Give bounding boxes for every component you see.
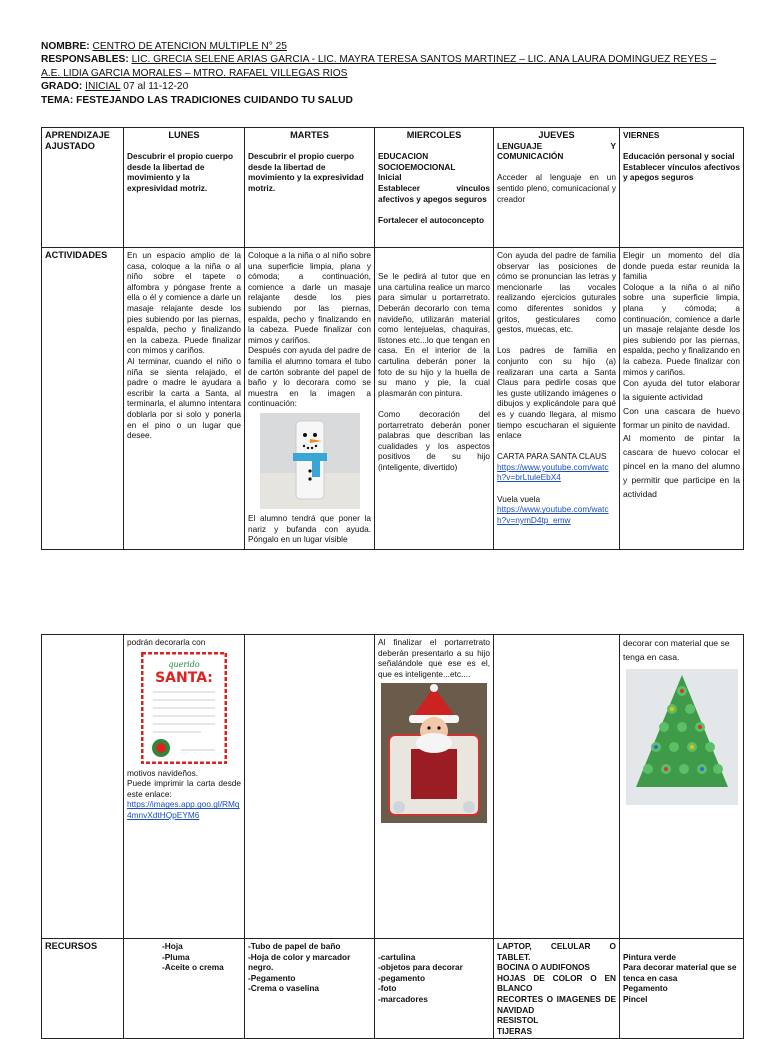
recurso-item: -marcadores bbox=[378, 993, 428, 1004]
recurso-item: -Pluma bbox=[162, 951, 190, 962]
viernes-text-2: Coloque a la niña o al niño sobre una superficie limpia, plana y cómoda; a continuación, comience a darle un masaje relajante desde los pies subiendo por las piernas, espalda, pecho y finalizando en la cabeza. Puede finalizar con mimos y cariños. bbox=[623, 281, 740, 377]
viernes-text-4: Con una cascara de huevo formar un pinito de navidad. bbox=[623, 405, 740, 430]
jueves-text-4: Vuela vuela bbox=[497, 493, 541, 504]
recurso-item: BOCINA O AUDIFONOS bbox=[497, 962, 590, 973]
miercoles-level: Inicial bbox=[378, 172, 402, 183]
miercoles-goal-a: Establecer vínculos afectivos y apegos seguros bbox=[378, 182, 490, 204]
continuation-lunes bbox=[124, 635, 245, 939]
martes-text-3: El alumno tendrá que poner la nariz y bufanda con ayuda. Póngalo en un lugar visible bbox=[248, 512, 371, 545]
jueves-text-2: Los padres de familia en conjunto con su hijo (a) realizaran una carta a Santa Claus para pedirle cosas que les guste utilizando imágenes o dibujos y explicándole para qué es y cuando llegara, al mismo tiempo escucharan el siguiente enlace bbox=[497, 345, 616, 441]
print-letter-link[interactable]: https://images.app.goo.gl/RMq4mnvXdtHQpEYM6 bbox=[127, 799, 240, 820]
martes-text-2: Después con ayuda del padre de familia el alumno tomara el tubo de cartón sobrante del papel de baño y lo decorara como se muestra en la imagen a continuación: bbox=[248, 345, 371, 409]
miercoles-text-1: Se le pedirá al tutor que en una cartulina realice un marco para simular u portarretrato. Deberán decorarlo con tema navideño, utilizarán material como lentejuelas, chaquiras, listones etc...lo que tengan en casa. En el interior de la cartulina deberán poner la foto de su hijo y la huella de su mano y pie, la cual plasmarán con pintura. bbox=[378, 271, 490, 398]
recurso-item: -pegamento bbox=[378, 972, 426, 983]
youtube-link-1[interactable]: https://www.youtube.com/watch?v=brLtuleEbX4 bbox=[497, 461, 609, 483]
recursos-label: RECURSOS bbox=[42, 939, 124, 1039]
miercoles-area: EDUCACION SOCIOEMOCIONAL bbox=[378, 151, 456, 172]
snowman-tube-image bbox=[260, 413, 360, 509]
santa-letter-image bbox=[141, 652, 227, 764]
jueves-text-1: Con ayuda del padre de familia observar las posiciones de cómo se pronuncian las letras y mencionarle las vocales realizando ejercicios guturales como diferentes sonidos y gritos, gesticulares como gestos, muecas, etc. bbox=[497, 250, 616, 335]
aprendizaje-row bbox=[42, 128, 744, 248]
continuation-miercoles bbox=[375, 635, 494, 939]
lunes-cont-3: Puede imprimir la carta desde este enlace: bbox=[127, 778, 241, 799]
martes-text-1: Coloque a la niña o al niño sobre una superficie limpia, plana y cómoda; a continuación, comience a darle un masaje relajante desde los pies subiendo por las piernas, espalda, pecho y finalizando en la cabeza. Puede finalizar con mimos y cariños. bbox=[248, 250, 371, 345]
actividades-martes bbox=[245, 248, 375, 550]
continuation-label-cell bbox=[42, 635, 124, 939]
miercoles-cell bbox=[375, 128, 494, 248]
grado-dates: 07 al 11-12-20 bbox=[123, 81, 189, 93]
recurso-item: TIJERAS bbox=[497, 1025, 533, 1036]
miercoles-goal-b: Fortalecer el autoconcepto bbox=[378, 214, 485, 225]
day-header-jueves: JUEVES bbox=[538, 130, 575, 140]
recurso-item: -Aceite o crema bbox=[162, 962, 224, 973]
aprendizaje-viernes: Establecer vínculos afectivos y apegos seguros bbox=[623, 161, 740, 183]
continuation-viernes bbox=[620, 635, 744, 939]
responsables-label: RESPONSABLES: bbox=[41, 54, 129, 66]
document-header bbox=[41, 40, 731, 107]
santa-greeting: querido bbox=[168, 659, 200, 669]
tema-value: FESTEJANDO LAS TRADICIONES CUIDANDO TU SALUD bbox=[76, 94, 353, 106]
actividades-label: ACTIVIDADES bbox=[42, 248, 124, 550]
aprendizaje-lunes: Descubrir el propio cuerpo desde la libertad de movimiento y la expresividad motriz. bbox=[127, 151, 234, 193]
continuation-row bbox=[42, 635, 744, 939]
responsables-value: LIC. GRECIA SELENE ARIAS GARCIA - LIC. MAYRA TERESA SANTOS MARTINEZ – LIC. ANA LAURA DOMINGUEZ REYES – A.E. LIDIA GARCIA MORALES – MTRO. RAFAEL VILLEGAS RIOS bbox=[41, 54, 717, 79]
grado-line bbox=[41, 80, 731, 93]
viernes-text-1: Elegir un momento del día donde pueda estar reunida la familia bbox=[623, 250, 740, 282]
jueves-area: LENGUAJE Y COMUNICACIÓN bbox=[497, 140, 616, 162]
lunes-text-2: Al terminar, cuando el niño o niña se sienta relajado, el padre o madre le ayudara a escribir la carta a Santa, al terminarla, el alumno intentara doblarla por si solo y ponerla en el pino o un lugar que desee. bbox=[127, 355, 241, 441]
recurso-item: -cartulina bbox=[378, 951, 416, 962]
day-header-lunes: LUNES bbox=[168, 130, 200, 140]
nombre-value: CENTRO DE ATENCION MULTIPLE N° 25 bbox=[92, 41, 287, 52]
recurso-item: -Hoja bbox=[162, 941, 183, 951]
recurso-item: -Tubo de papel de baño bbox=[248, 941, 341, 951]
recurso-item: RECORTES O IMAGENES DE NAVIDAD bbox=[497, 993, 616, 1015]
actividades-row bbox=[42, 248, 744, 550]
aprendizaje-martes: Descubrir el propio cuerpo desde la libertad de movimiento y la expresividad motriz. bbox=[248, 151, 364, 193]
grado-value: INICIAL bbox=[85, 81, 121, 93]
jueves-cell bbox=[494, 128, 620, 248]
day-header-martes: MARTES bbox=[290, 130, 329, 140]
planning-table bbox=[41, 127, 744, 550]
recurso-item: HOJAS DE COLOR O EN BLANCO bbox=[497, 972, 616, 994]
nombre-line bbox=[41, 40, 731, 53]
continuation-martes bbox=[245, 635, 375, 939]
recurso-item: Pincel bbox=[623, 993, 648, 1004]
recurso-item: -Hoja de color y marcador negro. bbox=[248, 951, 351, 973]
martes-cell bbox=[245, 128, 375, 248]
miercoles-text-2: Como decoración del portarretrato deberán poner palabras que describan las cualidades y los aspectos positivos de su hijo (inteligente, divertido) bbox=[378, 408, 490, 472]
youtube-link-2[interactable]: https://www.youtube.com/watch?v=nymD4tp_emw bbox=[497, 504, 609, 525]
santa-frame-image bbox=[381, 683, 487, 823]
recurso-item: LAPTOP, CELULAR O TABLET. bbox=[497, 941, 616, 962]
aprendizaje-jueves: Acceder al lenguaje en un sentido pleno, comunicacional y creador bbox=[497, 172, 616, 204]
recurso-item: -objetos para decorar bbox=[378, 962, 463, 973]
grado-label: GRADO: bbox=[41, 81, 83, 93]
recurso-item: RESISTOL bbox=[497, 1015, 539, 1026]
recurso-item: -Pegamento bbox=[248, 972, 296, 983]
lunes-cont-2: motivos navideños. bbox=[127, 767, 199, 778]
viernes-text-5: Al momento de pintar la cascara de huevo colocar el pincel en la mano del alumno y permitir que participe en la actividad bbox=[623, 433, 740, 499]
tema-label: TEMA: bbox=[41, 94, 74, 106]
lunes-text-1: En un espacio amplio de la casa, coloque a la niña o al niño sobre el tapete o alfombra y póngase frente a ella o él y comience a darle un masaje relajante desde los pies subiendo por las piernas, espalda, pecho y finalizando en la cabeza. Puede finalizar con mimos y cariños. bbox=[127, 250, 241, 356]
recurso-item: Para decorar material que se tenca en casa bbox=[623, 962, 737, 983]
tema-line bbox=[41, 94, 731, 107]
col-label: APRENDIZAJE AJUSTADO bbox=[42, 128, 124, 248]
recurso-item: Pintura verde bbox=[623, 951, 677, 962]
lunes-cont-1: podrán decorarla con bbox=[127, 637, 206, 647]
viernes-cont-1: decorar con material que se tenga en casa. bbox=[623, 638, 730, 662]
miercoles-cont-1: Al finalizar el portarretrato deberán presentarlo a su hijo señalándole que ese es el, que es inteligente...etc.... bbox=[378, 637, 490, 679]
lunes-cell bbox=[124, 128, 245, 248]
day-header-miercoles: MIERCOLES bbox=[406, 130, 462, 140]
actividades-lunes bbox=[124, 248, 245, 550]
responsables-line bbox=[41, 53, 731, 80]
viernes-area: Educación personal y social bbox=[623, 151, 735, 162]
jueves-text-3: CARTA PARA SANTA CLAUS bbox=[497, 451, 607, 462]
recurso-item: -foto bbox=[378, 983, 397, 994]
continuation-jueves bbox=[494, 635, 620, 939]
actividades-viernes bbox=[620, 248, 744, 550]
actividades-jueves bbox=[494, 248, 620, 550]
actividades-miercoles bbox=[375, 248, 494, 550]
planning-table-continued bbox=[41, 634, 744, 1039]
viernes-cell bbox=[620, 128, 744, 248]
egg-carton-tree-image bbox=[626, 669, 738, 805]
recurso-item: -Crema o vaselina bbox=[248, 983, 320, 994]
recurso-item: Pegamento bbox=[623, 983, 668, 994]
viernes-text-3: Con ayuda del tutor elaborar la siguiente actividad bbox=[623, 378, 740, 402]
nombre-label: NOMBRE: bbox=[41, 41, 90, 52]
day-header-viernes: VIERNES bbox=[623, 130, 660, 140]
santa-title: SANTA: bbox=[155, 669, 213, 686]
